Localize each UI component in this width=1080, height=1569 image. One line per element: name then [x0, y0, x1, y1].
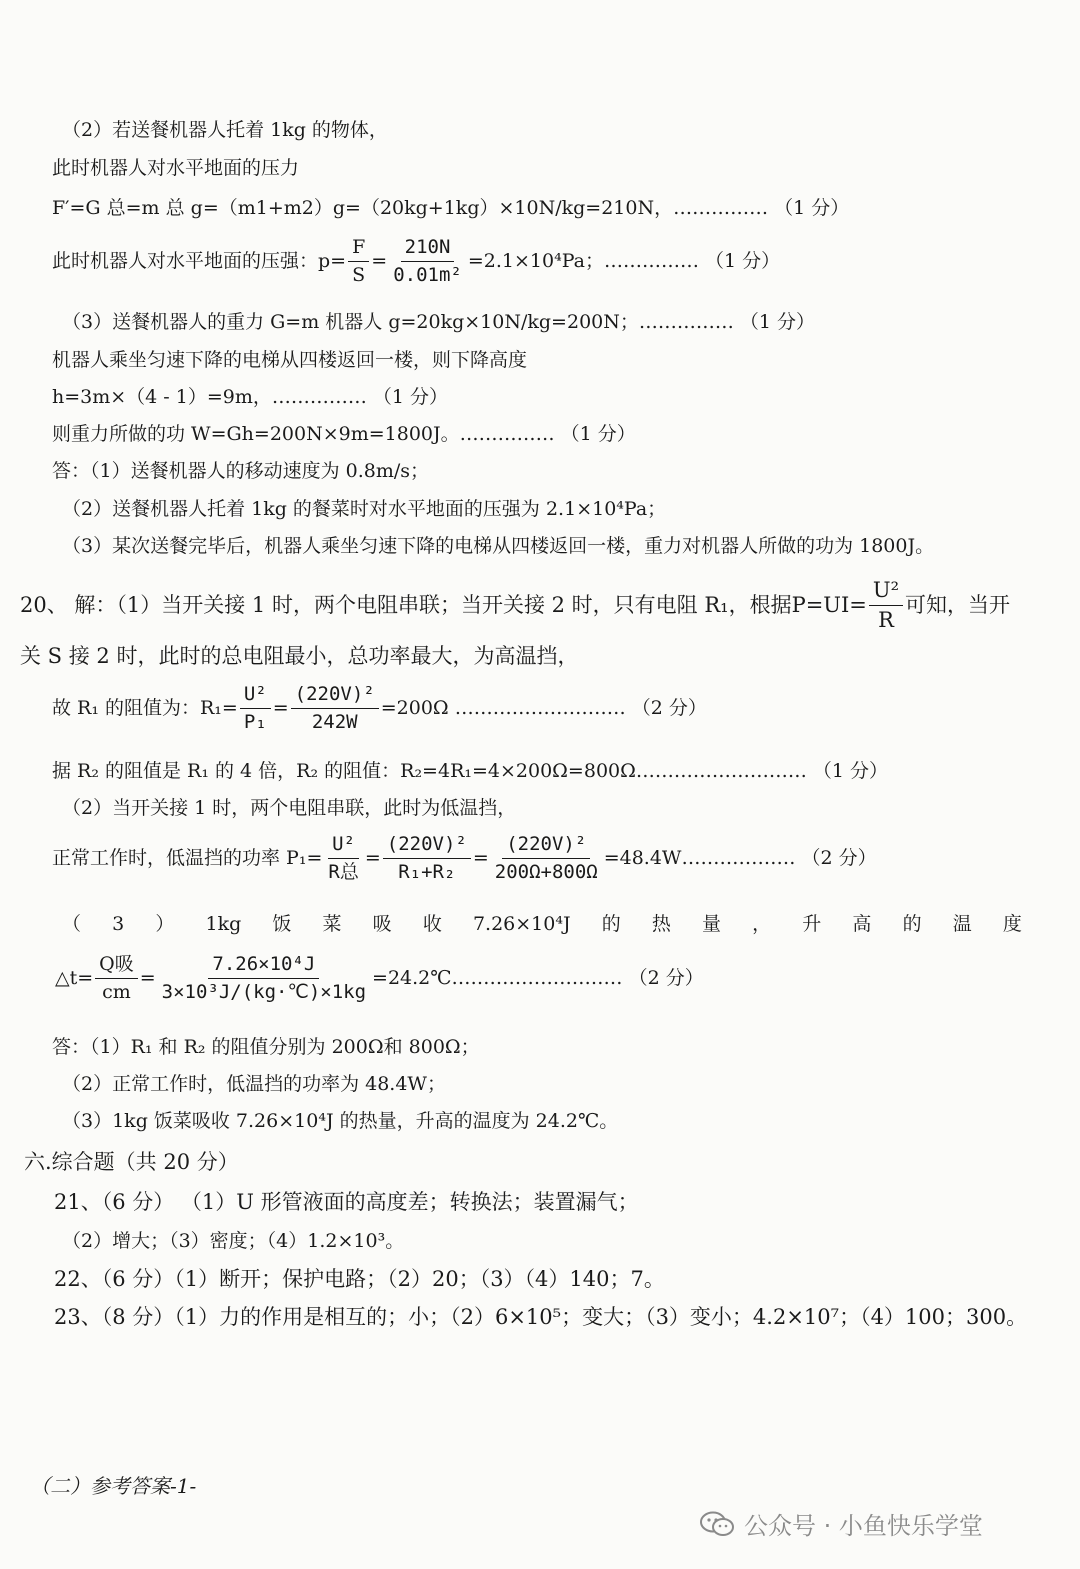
- spread-word: 菜: [322, 913, 342, 935]
- spread-word: ，: [752, 913, 772, 935]
- q20-r2-calc: 据 R₂ 的阻值是 R₁ 的 4 倍，R₂ 的阻值：R₂=4R₁=4×200Ω=800Ω……………………… （1 分）: [52, 760, 889, 782]
- spread-word: 饭: [272, 913, 292, 935]
- fraction-1000-ohm: [491, 833, 602, 884]
- spread-word: 的: [902, 913, 922, 935]
- q19-answer-1: 答：（1）送餐机器人的移动速度为 0.8m/s；: [52, 460, 430, 482]
- q19-part3-line2: 机器人乘坐匀速下降的电梯从四楼返回一楼，则下降高度: [52, 349, 528, 371]
- q23-line: 23、（8 分）（1）力的作用是相互的；小；（2）6×10⁵；变大；（3）变小；4.2×10⁷；（4）100；300。: [54, 1305, 1028, 1329]
- frac-den: R总: [328, 860, 359, 883]
- temp-result: =24.2℃……………………… （2 分）: [372, 966, 704, 989]
- equals: =: [472, 846, 489, 869]
- q20-intro-end: 可知，当开: [905, 593, 1011, 618]
- frac-num: U²: [328, 833, 359, 859]
- frac-den: cm: [102, 980, 131, 1003]
- frac-den: 200Ω+800Ω: [494, 860, 598, 883]
- q19-part2-title: （2）若送餐机器人托着 1kg 的物体，: [62, 119, 388, 141]
- fraction-f-over-s: [348, 236, 369, 287]
- fraction-220v-over-242w: [291, 683, 379, 734]
- fraction-u2-over-rtotal: [324, 833, 362, 884]
- equals: =: [139, 966, 156, 989]
- frac-num: U²: [240, 683, 271, 709]
- equals: =: [371, 249, 388, 272]
- q20-low-power-calc: [52, 833, 877, 884]
- frac-den: 0.01m²: [393, 263, 462, 286]
- q20-answer-3: （3）1kg 饭菜吸收 7.26×10⁴J 的热量，升高的温度为 24.2℃。: [62, 1110, 619, 1132]
- frac-num: (220V)²: [383, 833, 471, 859]
- fraction-heat-calc: [158, 953, 370, 1004]
- spread-word: ）: [155, 913, 175, 935]
- fraction-u2-over-p1: [240, 683, 271, 734]
- frac-den: 3×10³J/(kg·℃)×1kg: [161, 980, 367, 1003]
- low-power-result: =48.4W……………… （2 分）: [603, 846, 877, 869]
- spread-word: 热: [651, 913, 671, 935]
- low-power-text: 正常工作时，低温挡的功率 P₁=: [52, 846, 323, 869]
- frac-den: 242W: [311, 710, 358, 733]
- q20-part2-title: （2）当开关接 1 时，两个电阻串联，此时为低温挡，: [62, 797, 517, 819]
- q19-answer-2: （2）送餐机器人托着 1kg 的餐菜时对水平地面的压强为 2.1×10⁴Pa；: [62, 498, 667, 520]
- spread-word: 吸: [372, 913, 392, 935]
- spread-word: 量: [702, 913, 722, 935]
- spread-word: 升: [802, 913, 822, 935]
- frac-den: R: [878, 608, 894, 633]
- q21-line2: （2）增大；（3）密度；（4）1.2×10³。: [62, 1230, 405, 1252]
- frac-den: S: [352, 263, 366, 286]
- q20-r1-calc: [52, 683, 707, 734]
- q20-line2: 关 S 接 2 时，此时的总电阻最小，总功率最大，为高温挡，: [20, 644, 579, 668]
- frac-num: 210N: [401, 236, 455, 262]
- q20-answer-2: （2）正常工作时，低温挡的功率为 48.4W；: [62, 1073, 446, 1095]
- spread-word: 1kg: [205, 913, 242, 935]
- q20-answer-1: 答：（1）R₁ 和 R₂ 的阻值分别为 200Ω和 800Ω；: [52, 1036, 480, 1058]
- equals: =: [364, 846, 381, 869]
- frac-num: F: [348, 236, 369, 262]
- q19-part2-force: F′=G 总=m 总 g=（m1+m2）g=（20kg+1kg）×10N/kg=210N，…………… （1 分）: [52, 197, 850, 219]
- q20-line1: [20, 578, 1010, 633]
- watermark-text: 公众号 · 小鱼快乐学堂: [744, 1512, 983, 1540]
- q19-part3-work: 则重力所做的功 W=Gh=200N×9m=1800J。…………… （1 分）: [52, 423, 636, 445]
- spread-word: 3: [112, 913, 125, 935]
- frac-num: (220V)²: [291, 683, 379, 709]
- frac-den: R₁+R₂: [398, 860, 456, 883]
- frac-num: 7.26×10⁴J: [208, 953, 319, 979]
- q22-line: 22、（6 分）（1）断开；保护电路；（2）20；（3）（4）140；7。: [54, 1267, 665, 1291]
- frac-num: (220V)²: [502, 833, 590, 859]
- section6-title: 六.综合题（共 20 分）: [24, 1150, 239, 1174]
- page-footer: （二）参考答案-1-: [30, 1474, 197, 1498]
- delta-t: △t=: [55, 966, 94, 989]
- spread-word: 温: [952, 913, 972, 935]
- q19-part3-height: h=3m×（4 - 1）=9m，…………… （1 分）: [52, 386, 449, 408]
- r1-text: 故 R₁ 的阻值为：R₁=: [52, 696, 238, 719]
- pressure-text: 此时机器人对水平地面的压强：p=: [52, 249, 347, 272]
- wechat-icon: [700, 1511, 734, 1537]
- q19-part2-line1: 此时机器人对水平地面的压力: [52, 157, 300, 179]
- spread-word: （: [62, 913, 82, 935]
- spread-word: 收: [422, 913, 442, 935]
- q19-part2-pressure: [52, 236, 780, 287]
- q20-intro: 20、 解：（1）当开关接 1 时，两个电阻串联；当开关接 2 时，只有电阻 R₁，根据P=UI=: [20, 593, 867, 618]
- frac-num: Q吸: [95, 953, 138, 979]
- fraction-q-over-cm: [95, 953, 138, 1004]
- q20-part3-spread: [62, 913, 1022, 936]
- spread-word: 高: [852, 913, 872, 935]
- spread-word: 的: [601, 913, 621, 935]
- q21-line1: 21、（6 分） （1）U 形管液面的高度差；转换法；装置漏气；: [54, 1190, 639, 1214]
- r1-result: =200Ω ……………………… （2 分）: [380, 696, 707, 719]
- equals: =: [272, 696, 289, 719]
- fraction-u2-over-r: [869, 578, 903, 633]
- spread-word: 度: [1002, 913, 1022, 935]
- q19-part3-gravity: （3）送餐机器人的重力 G=m 机器人 g=20kg×10N/kg=200N；…………… （1 分）: [62, 311, 816, 333]
- frac-den: P₁: [243, 710, 267, 733]
- q19-answer-3: （3）某次送餐完毕后，机器人乘坐匀速下降的电梯从四楼返回一楼，重力对机器人所做的功为 1800J。: [62, 535, 935, 557]
- frac-num: U²: [869, 578, 903, 606]
- spread-word: 7.26×10⁴J: [472, 913, 571, 935]
- fraction-r1-plus-r2: [383, 833, 471, 884]
- fraction-210n: [389, 236, 466, 287]
- q20-part3-line: [62, 913, 1022, 936]
- pressure-result: =2.1×10⁴Pa；…………… （1 分）: [467, 249, 781, 272]
- watermark: [700, 1506, 983, 1541]
- q20-temp-calc: [55, 953, 704, 1004]
